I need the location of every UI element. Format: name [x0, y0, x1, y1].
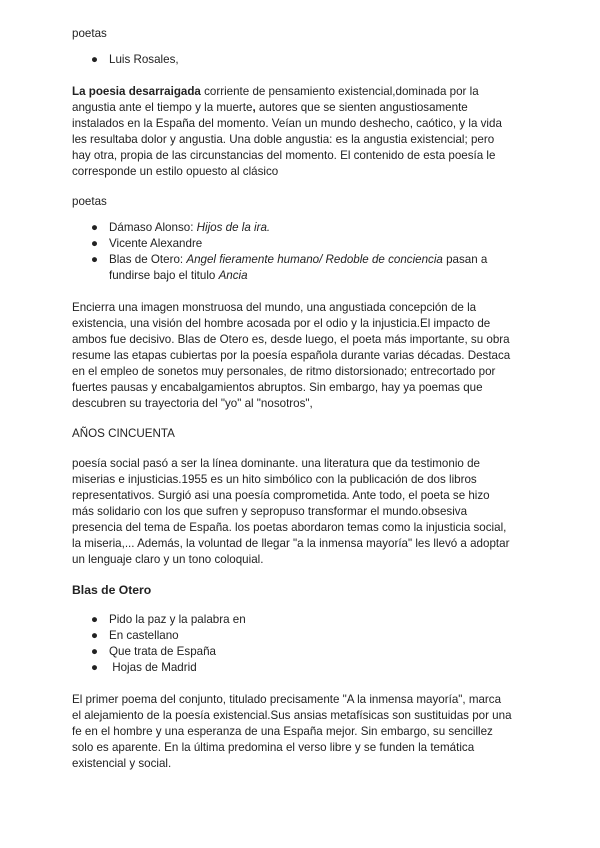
- blas-works-list: [72, 612, 512, 676]
- paragraph-final: El primer poema del conjunto, titulado precisamente "A la inmensa mayoría", marca el alejamiento de la poesía existencial.Sus ansias metafísicas son sustituidas por una fe en el hombre y una esperanza de una España mejor. Sin embargo, su sencillez solo es aparente. En la última predomina el verso libre y se funden la temática existencial y social.: [72, 693, 512, 770]
- bullet-icon: ●: [91, 237, 99, 250]
- section-label-poetas: poetas: [72, 27, 107, 40]
- bullet-icon: ●: [91, 53, 99, 66]
- list-item: ● Pido la paz y la palabra en: [91, 613, 246, 626]
- list-item: ● Luis Rosales,: [91, 53, 179, 66]
- bullet-icon: ●: [91, 613, 99, 626]
- document-page: [72, 26, 512, 772]
- heading-blas-de-otero: Blas de Otero: [72, 583, 152, 597]
- bullet-icon: ●: [91, 221, 99, 234]
- bullet-icon: ●: [91, 253, 99, 266]
- paragraph-desarraigada: La poesia desarraigada corriente de pensamiento existencial,dominada por la angustia ante el tiempo y la muerte, autores que se sienten angustiosamente instalados en la España del momento. Veían un mundo deshecho, caótico, y la vida les resultaba dolor y angustia. Una doble angustia: es la angustia existencial; pero hay otra, propia de las circunstancias del momento. El contenido de esta poesía le corresponde un estilo opuesto al clásico: [72, 85, 502, 178]
- list-item: ● En castellano: [91, 629, 179, 642]
- paragraph-poesia-social: poesía social pasó a ser la línea dominante. una literatura que da testimonio de miserias e injusticias.1955 es un hito simbólico con la publicación de dos libros representativos. Surgió asi una poesía comprometida. Ante todo, el poeta se hizo más solidario con los que sufren y sepropuso transformar el mundo.obsesiva presencia del tema de España. los poetas abordaron temas como la injusticia social, la miseria,... Además, la voluntad de llegar "a la inmensa mayoría" les llevó a adoptar un lenguaje claro y un tono coloquial.: [72, 457, 510, 566]
- list-item: ● Que trata de España: [91, 645, 216, 658]
- heading-anos-cincuenta: AÑOS CINCUENTA: [72, 427, 175, 440]
- bullet-icon: ●: [91, 661, 99, 674]
- list-item: ● Dámaso Alonso: Hijos de la ira.: [91, 221, 271, 234]
- list-item: ● Vicente Alexandre: [91, 237, 203, 250]
- bullet-icon: ●: [91, 645, 99, 658]
- term-bold: La poesia desarraigada: [72, 85, 201, 98]
- poets-list-2: [72, 220, 512, 284]
- poets-list-1: [72, 52, 512, 68]
- list-item: ● Hojas de Madrid: [91, 661, 197, 674]
- paragraph-otero: Encierra una imagen monstruosa del mundo, una angustiada concepción de la existencia, una visión del hombre acosada por el odio y la injusticia.El impacto de ambos fue decisivo. Blas de Otero es, desde luego, el poeta más importante, su obra resume las etapas cubiertas por la poesía española durante varias décadas. Destaca en el empleo de sonetos muy personales, de ritmo distorsionado; entrecortado por fuertes pausas y encabalgamientos abruptos. Sin embargo, hay ya poemas que descubren su trayectoria del "yo" al "nosotros",: [72, 301, 511, 410]
- bullet-icon: ●: [91, 629, 99, 642]
- list-item: ● Blas de Otero: Angel fieramente humano/ Redoble de conciencia pasan a fundirse bajo el titulo Ancia: [91, 253, 488, 282]
- section-label-poetas: poetas: [72, 195, 107, 208]
